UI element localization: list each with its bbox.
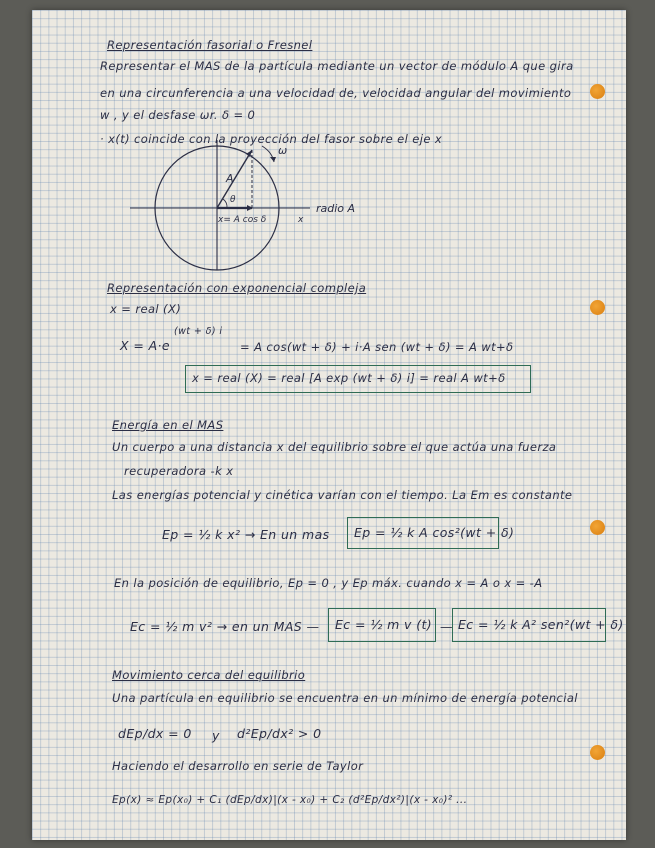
boxed-formula: Ec = ½ m v (t) bbox=[335, 617, 433, 632]
angle-arc bbox=[223, 199, 227, 208]
text-line: Las energías potencial y cinética varían con el tiempo. La Em es constante bbox=[112, 488, 573, 502]
label-radius: radio A bbox=[316, 202, 356, 215]
section-title-energy: Energía en el MAS bbox=[112, 418, 224, 432]
rotation-arrowhead bbox=[270, 157, 276, 162]
label-theta: θ bbox=[230, 195, 236, 205]
label-omega: ω bbox=[278, 144, 288, 157]
formula-line: x = real (X) bbox=[110, 302, 182, 316]
section-title-equilibrium: Movimiento cerca del equilibrio bbox=[112, 668, 306, 682]
section-title-complex: Representación con exponencial compleja bbox=[107, 281, 367, 295]
dash: — bbox=[440, 619, 453, 634]
formula-line: dEp/dx = 0 bbox=[118, 726, 192, 741]
boxed-formula: x = real (X) = real [A exp (wt + δ) i] = real A wt+δ bbox=[192, 371, 506, 385]
binder-hole bbox=[590, 300, 605, 315]
formula-line: d²Ep/dx² > 0 bbox=[237, 726, 322, 741]
boxed-formula: Ec = ½ k A² sen²(wt + δ) bbox=[458, 617, 624, 632]
text-line: w , y el desfase ωr. δ = 0 bbox=[100, 108, 256, 122]
notebook-page bbox=[32, 10, 626, 840]
phasor-diagram bbox=[122, 138, 412, 278]
label-projection: x= A cos δ bbox=[218, 215, 267, 225]
bullet-line: · x(t) coincide con la proyección del fasor sobre el eje x bbox=[100, 132, 443, 146]
taylor-formula: Ep(x) ≈ Ep(x₀) + C₁ (dEp/dx)|(x - x₀) + C₂ (d²Ep/dx²)|(x - x₀)² ... bbox=[112, 794, 468, 806]
text-line: en una circunferencia a una velocidad de, velocidad angular del movimiento bbox=[100, 86, 572, 100]
boxed-formula: Ep = ½ k A cos²(wt + δ) bbox=[354, 525, 515, 540]
text-line: recuperadora -k x bbox=[124, 464, 234, 478]
formula-exponent: (wt + δ) i bbox=[174, 326, 223, 337]
label-A: A bbox=[226, 172, 234, 185]
formula-line: Ec = ½ m v² → en un MAS — bbox=[130, 619, 320, 634]
binder-hole bbox=[590, 745, 605, 760]
section-title-fresnel: Representación fasorial o Fresnel bbox=[107, 38, 313, 52]
text-line: Un cuerpo a una distancia x del equilibrio sobre el que actúa una fuerza bbox=[112, 440, 557, 454]
formula-line: Ep = ½ k x² → En un mas bbox=[162, 527, 330, 542]
label-x-axis: x bbox=[298, 215, 304, 225]
text-line: Una partícula en equilibrio se encuentra en un mínimo de energía potencial bbox=[112, 691, 578, 705]
binder-hole bbox=[590, 84, 605, 99]
conjunction: y bbox=[212, 728, 220, 743]
formula-line: = A cos(wt + δ) + i·A sen (wt + δ) = A wt+δ bbox=[240, 340, 514, 354]
text-line: En la posición de equilibrio, Ep = 0 , y Ep máx. cuando x = A o x = -A bbox=[114, 576, 543, 590]
binder-hole bbox=[590, 520, 605, 535]
text-line: Representar el MAS de la partícula mediante un vector de módulo A que gira bbox=[100, 59, 574, 73]
text-line: Haciendo el desarrollo en serie de Taylor bbox=[112, 759, 364, 773]
formula-line: X = A·e bbox=[120, 338, 170, 353]
